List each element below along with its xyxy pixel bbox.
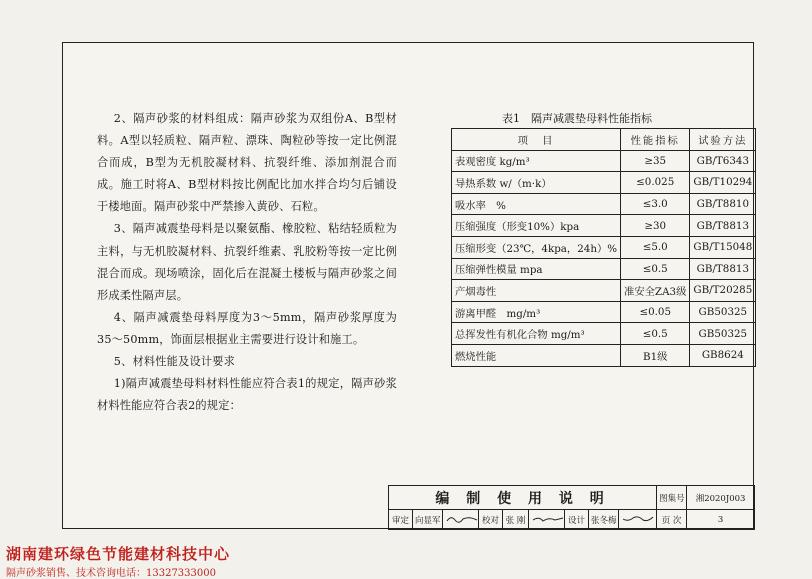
paragraph-2: 2、隔声砂浆的材料组成：隔声砂浆为双组份A、B型材料。A型以轻质粒、隔声粒、漂珠、陶粒砂等按一定比例混合而成，B型为无机胶凝材料、抗裂纤维、添加剂混合而成。施工时将A、B型材料按比例配比加水拌合均匀后铺设于楼地面。隔声砂浆中严禁掺入黄砂、石粒。 bbox=[97, 112, 397, 214]
cell-item: 游离甲醛 mg/m³ bbox=[452, 301, 621, 323]
cell-method: GB/T8810 bbox=[690, 193, 756, 215]
paragraph-4: 4、隔声减震垫母料厚度为3～5mm，隔声砂浆厚度为35～50mm，饰面层根据业主需要进行设计和施工。 bbox=[97, 310, 397, 346]
cell-item: 吸水率 % bbox=[452, 193, 621, 215]
signature-mark bbox=[621, 514, 655, 524]
cell-index: ≥35 bbox=[621, 150, 690, 172]
cell-method: GB/T15048 bbox=[690, 236, 756, 258]
header-item: 项 目 bbox=[452, 129, 621, 151]
cell-index: ≤0.05 bbox=[621, 301, 690, 323]
table-row bbox=[452, 150, 756, 172]
title-block bbox=[388, 485, 755, 530]
atlas-no: 湘2020J003 bbox=[687, 486, 755, 510]
cell-index: B1级 bbox=[621, 344, 690, 366]
design-label: 设计 bbox=[565, 510, 589, 530]
review-label: 审定 bbox=[389, 510, 413, 530]
table1 bbox=[451, 128, 756, 367]
table-row bbox=[452, 301, 756, 323]
header-index: 性能指标 bbox=[621, 129, 690, 151]
check-label: 校对 bbox=[479, 510, 503, 530]
header-method: 试验方法 bbox=[690, 129, 756, 151]
cell-method: GB8624 bbox=[690, 344, 756, 366]
contact-line: 隔声砂浆销售、技术咨询电话：13327333000 bbox=[6, 568, 216, 579]
paragraph-5-1: 1)隔声减震垫母料材料性能应符合表1的规定，隔声砂浆材料性能应符合表2的规定： bbox=[97, 377, 397, 413]
table1-caption: 表1 隔声减震垫母料性能指标 bbox=[502, 112, 652, 125]
company-watermark: 湖南建环绿色节能建材科技中心 bbox=[6, 545, 231, 563]
cell-item: 总挥发性有机化合物 mg/m³ bbox=[452, 323, 621, 345]
review-signature bbox=[443, 510, 479, 530]
table-row bbox=[452, 215, 756, 237]
table-row bbox=[452, 280, 756, 302]
paragraph-5-heading: 5、材料性能及设计要求 bbox=[113, 355, 235, 369]
signature-mark bbox=[445, 514, 479, 524]
cell-index: ≤3.0 bbox=[621, 193, 690, 215]
check-signature bbox=[529, 510, 565, 530]
cell-method: GB/T8813 bbox=[690, 215, 756, 237]
drawing-title: 编 制 使 用 说 明 bbox=[389, 486, 657, 510]
page-no: 3 bbox=[687, 510, 755, 530]
cell-item: 表观密度 kg/m³ bbox=[452, 150, 621, 172]
cell-method: GB/T20285 bbox=[690, 280, 756, 302]
cell-item: 燃烧性能 bbox=[452, 344, 621, 366]
cell-method: GB50325 bbox=[690, 323, 756, 345]
check-name: 张 刚 bbox=[503, 510, 529, 530]
table-row bbox=[452, 258, 756, 280]
signature-mark bbox=[531, 514, 565, 524]
design-name: 张冬梅 bbox=[589, 510, 619, 530]
table-row bbox=[452, 193, 756, 215]
cell-index: ≤0.025 bbox=[621, 172, 690, 194]
design-signature bbox=[619, 510, 657, 530]
cell-item: 压缩强度（形变10%）kpa bbox=[452, 215, 621, 237]
cell-index: ≥30 bbox=[621, 215, 690, 237]
table-row bbox=[452, 172, 756, 194]
cell-item: 压缩弹性模量 mpa bbox=[452, 258, 621, 280]
cell-method: GB50325 bbox=[690, 301, 756, 323]
cell-index: 准安全ZA3级 bbox=[621, 280, 690, 302]
cell-method: GB/T10294 bbox=[690, 172, 756, 194]
cell-index: ≤5.0 bbox=[621, 236, 690, 258]
table-row bbox=[452, 236, 756, 258]
cell-index: ≤0.5 bbox=[621, 323, 690, 345]
cell-index: ≤0.5 bbox=[621, 258, 690, 280]
cell-item: 导热系数 w/（m·k） bbox=[452, 172, 621, 194]
paragraph-3: 3、隔声减震垫母料是以聚氨酯、橡胶粒、粘结轻质粒为主料，与无机胶凝材料、抗裂纤维素、乳胶粉等按一定比例混合而成。现场喷涂，固化后在混凝土楼板与隔声砂浆之间形成柔性隔声层。 bbox=[97, 222, 397, 302]
atlas-no-label: 图集号 bbox=[657, 486, 687, 510]
table-header-row bbox=[452, 129, 756, 151]
cell-method: GB/T6343 bbox=[690, 150, 756, 172]
cell-item: 产烟毒性 bbox=[452, 280, 621, 302]
body-text bbox=[97, 108, 397, 417]
table-row bbox=[452, 323, 756, 345]
cell-method: GB/T8813 bbox=[690, 258, 756, 280]
cell-item: 压缩形变（23℃，4kpa，24h）% bbox=[452, 236, 621, 258]
page-label: 页 次 bbox=[657, 510, 687, 530]
review-name: 向显军 bbox=[413, 510, 443, 530]
table-row bbox=[452, 344, 756, 366]
